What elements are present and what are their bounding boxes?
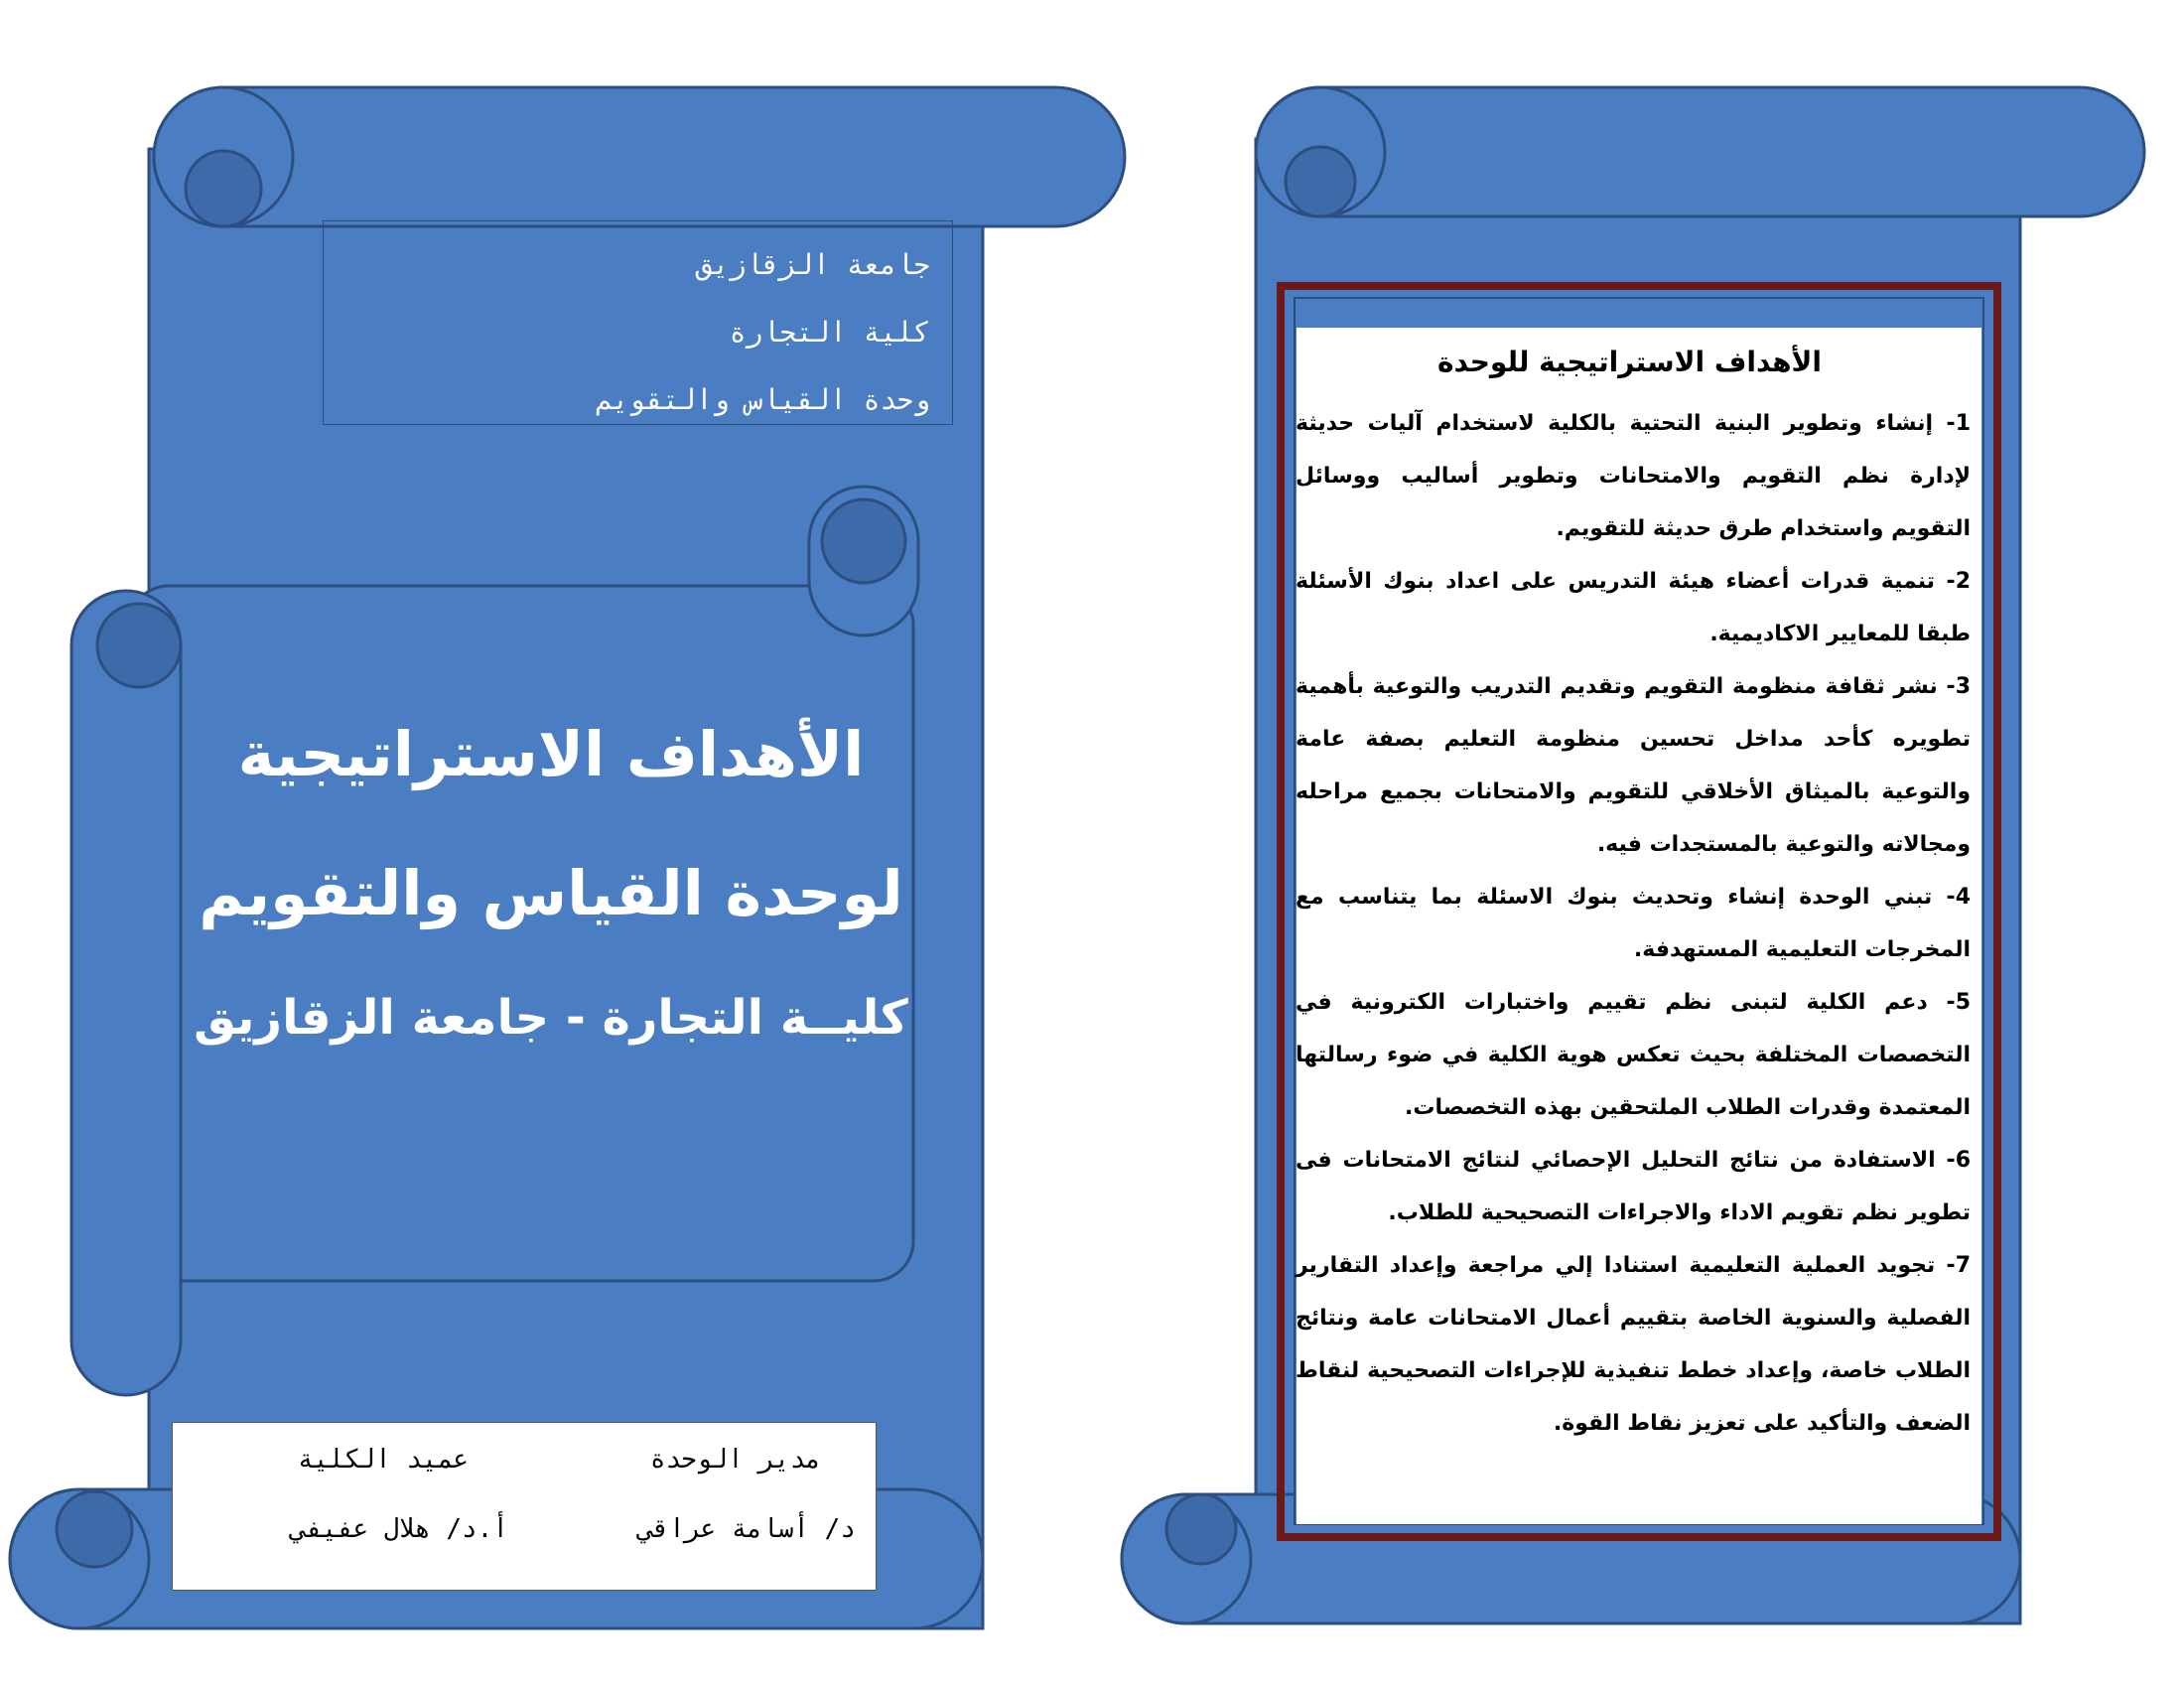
goal-item: 7- تجويد العملية التعليمية استنادا إلي مراجعة وإعداد التقارير الفصلية والسنوية الخاصة بتقييم أعمال الامتحانات عامة ونتائج الطلاب خاصة، وإعداد خطط تنفيذية للإجراءات التصحيحية لنقاط الضعف والتأكيد على تعزيز نقاط القوة. (1296, 1253, 1971, 1436)
university-name: جامعة الزقازيق (695, 248, 930, 281)
unit-director-role: مدير الوحدة (649, 1445, 821, 1475)
signature-box (172, 1422, 877, 1591)
dean-role: عميد الكلية (297, 1445, 469, 1475)
goal-item: 3- نشر ثقافة منظومة التقويم وتقديم التدريب والتوعية بأهمية تطويره كأحد مداخل تحسين منظومة التعليم بصفة عامة والتوعية بالميثاق الأخلاقي للتقويم والامتحانات بجميع مراحله ومجالاته والتوعية بالمستجدات فيه. (1296, 674, 1971, 857)
goal-item: 1- إنشاء وتطوير البنية التحتية بالكلية لاستخدام آليات حديثة لإدارة نظم التقويم والامتحانات وتطوير أساليب ووسائل التقويم واستخدام طرق حديثة للتقويم. (1296, 411, 1971, 541)
unit-director-name: د/ أسامة عراقي (637, 1514, 856, 1544)
title-line-3: كليــة التجارة - جامعة الزقازيق (194, 990, 908, 1046)
goal-item: 5- دعم الكلية لتبنى نظم تقييم واختبارات الكترونية في التخصصات المختلفة بحيث تعكس هوية الكلية في ضوء رسالتها المعتمدة وقدرات الطلاب الملتحقين بهذه التخصصات. (1296, 990, 1971, 1120)
strategic-goals (1296, 328, 1971, 1450)
unit-name: وحدة القياس والتقويم (595, 383, 930, 416)
goal-item: 4- تبني الوحدة إنشاء وتحديث بنوك الاسئلة بما يتناسب مع المخرجات التعليمية المستهدفة. (1296, 885, 1971, 962)
goal-item: 2- تنمية قدرات أعضاء هيئة التدريس على اعداد بنوك الأسئلة طبقا للمعايير الاكاديمية. (1296, 569, 1971, 646)
faculty-header-box (323, 220, 953, 425)
dean-name: أ.د/ هلال عفيفي (290, 1514, 508, 1544)
brochure-title (179, 685, 923, 1072)
goals-title: الأهداف الاستراتيجية للوحدة (1437, 346, 1822, 378)
goal-item: 6- الاستفادة من نتائج التحليل الإحصائي لنتائج الامتحانات فى تطوير نظم تقويم الاداء والاجراءات التصحيحية للطلاب. (1296, 1148, 1971, 1225)
title-line-1: الأهداف الاستراتيجية (237, 718, 865, 790)
title-line-2: لوحدة القياس والتقويم (199, 857, 903, 929)
faculty-name: كلية التجارة (729, 316, 930, 349)
